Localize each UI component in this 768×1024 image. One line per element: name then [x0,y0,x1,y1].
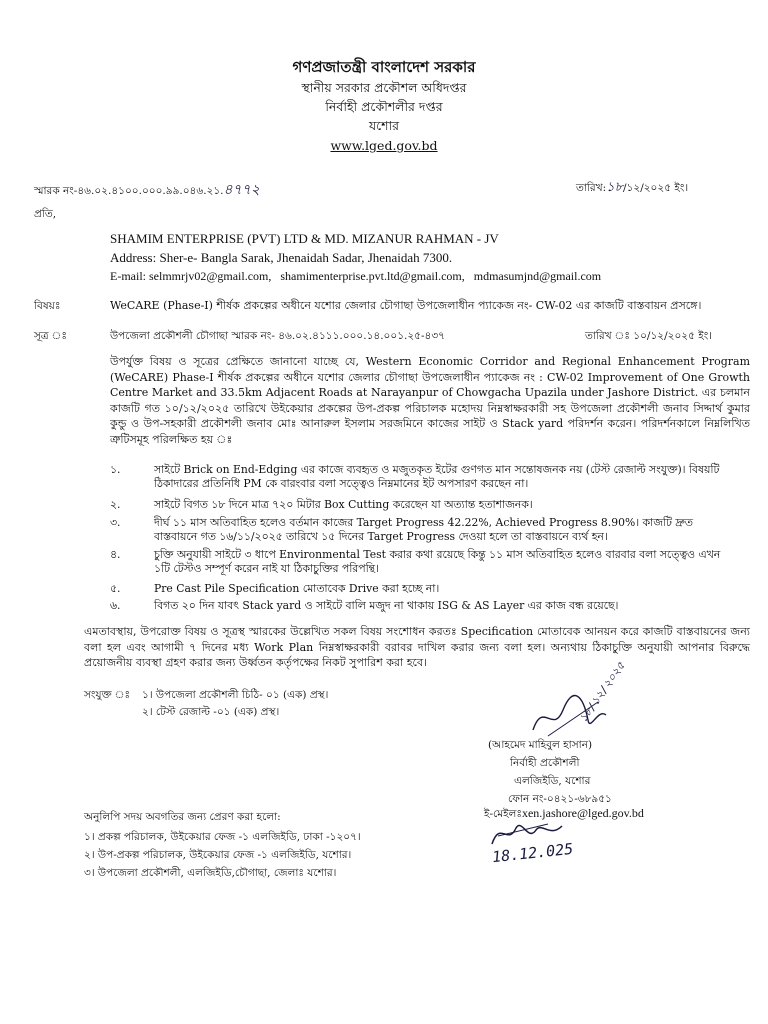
item-text: দীর্ঘ ১১ মাস অতিবাহিত হলেও বর্তমান কাজের Target Progress 42.22%, Achieved Progress 8.90%। কাজটি দ্রুত বাস্তবায়নে গত ১৬/১১/২০২৫ তারিখে ১৫ দিনের Target Progress দেওয়া হলে তা বাস্তবায়নে ব্যর্থ হন। [154,516,693,543]
body-paragraph: উপর্যুক্ত বিষয় ও সূত্রের প্রেক্ষিতে জানানো যাচ্ছে যে, Western Economic Corridor and Regional Enhancement Program (WeCARE) Phase-I শীর্ষক প্রকল্পের অধীনে যশোর জেলার চৌগাছা উপজেলাধীন প্যাকেজ নং : CW-02 Improvement of One Growth Centre Market and 33.5km Adjacent Roads at Narayanpur of Chowgacha Upazila under Jashore District. এর চলমান কাজটি গত ১০/১২/২০২৫ তারিখে উইকেয়ার প্রকল্পের উপ-প্রকল্প পরিচালক মহোদয় নিম্নস্বাক্ষরকারী সহ উপজেলা প্রকৌশলী জনাব সিদ্দার্থ কুমার কুন্ডু ও উপ-সহকারী প্রকৌশলী জনাব মোঃ আনারুল ইসলাম সরজমিনে কাজের সাইট ও Stack yard পরিদর্শন করেন। পরিদর্শনকালে নিম্নলিখিত ত্রুটিসমূহ পরিলক্ষিত হয় ঃ [110,355,750,446]
item-number: ৩. [110,516,121,529]
list-item [110,498,750,514]
list-item [110,599,750,615]
date-label: তারিখ: [576,182,607,194]
subject-label: বিষয়ঃ [34,300,61,312]
item-text: বিগত ২০ দিন যাবৎ Stack yard ও সাইটে বালি মজুদ না থাকায় ISG & AS Layer এর কাজ বন্ধ রয়েছে। [154,599,619,612]
signature-date: ১৮/১২/২০২৫ [576,659,628,725]
attachments-label: সংযুক্ত ঃ [84,689,131,701]
memo-date [576,178,688,199]
item-text: চুক্তি অনুযায়ী সাইটে ৩ ধাপে Environmental Test করার কথা রয়েছে কিন্তু ১১ মাস অতিবাহিত হলেও বারবার বলা সত্ত্বেও এখন ১টি টেস্টও সম্পূর্ণ করেন নাই যা ঠিকাচুক্তির পরিপন্থি। [154,548,721,575]
memo-number [34,178,260,202]
attachment-1: ১। উপজেলা প্রকৌশলী চিঠি- ০১ (এক) প্রস্থ। [142,689,329,701]
copy-item: ১। প্রকল্প পরিচালক, উইকেয়ার ফেজ -১ এলজিইডি, ঢাকা -১২০৭। [84,831,361,843]
copy-item: ২। উপ-প্রকল্প পরিচালক, উইকেয়ার ফেজ -১ এলজিইডি, যশোর। [84,849,352,861]
email-label: E-mail: [110,269,146,283]
email-2[interactable]: shamimenterprise.pvt.ltd@gmail.com, [280,269,465,283]
item-number: ২. [110,498,121,511]
department-name: স্থানীয় সরকার প্রকৌশল অধিদপ্তর [301,80,467,95]
item-text: সাইটে বিগত ১৮ দিনে মাত্র ৭২০ মিটার Box Cutting করেছেন যা অত্যান্ত হতাশাজনক। [154,498,533,511]
signatory-email[interactable]: xen.jashore@lged.gov.bd [521,806,644,820]
signatory-office: এলজিইডি, যশোর [514,775,591,787]
date-handwritten: ১৮ [606,180,624,195]
item-text: সাইটে Brick on End-Edging এর কাজে ব্যবহৃত ও মজুতকৃত ইটের গুণগত মান সন্তোষজনক নয় (টেস্ট রেজাল্ট সংযুক্ত)। বিষয়টি ঠিকাদারের প্রতিনিধি PM কে বারংবার বলা সত্ত্বেও নিম্নমানের ইট অপসারণ করছেন না। [154,463,720,490]
recipient-emails [110,269,601,284]
source-label: সূত্র ঃ [34,330,67,342]
initial-signature-date: 18.12.025 [491,839,574,867]
email-3[interactable]: mdmasumjnd@gmail.com [473,269,602,283]
recipient-name: SHAMIM ENTERPRISE (PVT) LTD & MD. MIZANUR RAHMAN - JV [110,231,499,246]
signatory-email-label: ই-মেইলঃ [484,808,522,820]
list-item [110,548,750,578]
list-item [110,463,750,493]
memo-ref-handwritten: ৪৭৭২ [223,182,260,198]
item-number: ৬. [110,599,121,612]
item-number: ৪. [110,548,121,561]
to-label: প্রতি, [34,208,57,220]
subject-text: WeCARE (Phase-I) শীর্ষক প্রকল্পের অধীনে যশোর জেলার চৌগাছা উপজেলাধীন প্যাকেজ নং- CW-02 এর কাজটি বাস্তবায়ন প্রসঙ্গে। [110,299,702,312]
signatory-designation: নির্বাহী প্রকৌশলী [510,757,580,769]
government-title: গণপ্রজাতন্ত্রী বাংলাদেশ সরকার [292,58,476,76]
copy-item: ৩। উপজেলা প্রকৌশলী, এলজিইডি,চৌগাছা, জেলাঃ যশোর। [84,867,337,879]
source-text: উপজেলা প্রকৌশলী চৌগাছা স্মারক নং- ৪৬.০২.৪১১১.০০০.১৪.০০১.২৫-৪৩৭ [110,330,446,342]
memo-ref-label: স্মারক নং-৪৬.০২.৪১০০.০০০.৯৯.০৪৬.২১. [34,185,224,197]
closing-paragraph: এমতাবস্থায়, উপরোক্ত বিষয় ও সূত্রস্থ স্মারকের উল্লেখিত সকল বিষয় সংশোধন করতঃ Specification মোতাবেক আনয়ন করে কাজটি বাস্তবায়নের জন্য বলা হল এবং আগামী ৭ দিনের মধ্য Work Plan নিম্নস্বাক্ষরকারী বরাবর দাখিল করার জন্য বলা হল। অন্যথায় ঠিকাচুক্তি অনুযায়ী আপনার বিরুদ্ধে প্রয়োজনীয় ব্যবস্থা গ্রহণ করার জন্য উর্ধ্বতন কর্তৃপক্ষের নিকট সুপারিশ করা হবে। [84,625,750,669]
attachment-2: ২। টেস্ট রেজাল্ট -০১ (এক) প্রস্থ। [142,706,280,718]
signatory-name: (আহমেদ মাহিবুল হাসান) [488,739,593,751]
item-text: Pre Cast Pile Specification মোতাবেক Drive করা হচ্ছে না। [154,582,440,595]
list-item [110,582,750,598]
item-number: ১. [110,463,121,476]
recipient-address: Address: Sher-e- Bangla Sarak, Jhenaidah Sadar, Jhenaidah 7300. [110,250,453,265]
signatory-phone: ফোন নং-০৪২১-৬৮৯৫১ [508,793,612,805]
office-location: যশোর [368,118,400,133]
date-rest: /১২/২০২৫ ইং। [623,182,689,194]
office-name: নির্বাহী প্রকৌশলীর দপ্তর [325,99,443,114]
list-item [110,516,750,546]
website-link[interactable]: www.lged.gov.bd [330,138,438,153]
copies-heading: অনুলিপি সদয় অবগতির জন্য প্রেরণ করা হলো: [84,811,281,823]
source-date: তারিখ ঃ ১০/১২/২০২৫ ইং। [585,330,712,342]
item-number: ৫. [110,582,121,595]
email-1[interactable]: selmmrjv02@gmail.com, [149,269,272,283]
